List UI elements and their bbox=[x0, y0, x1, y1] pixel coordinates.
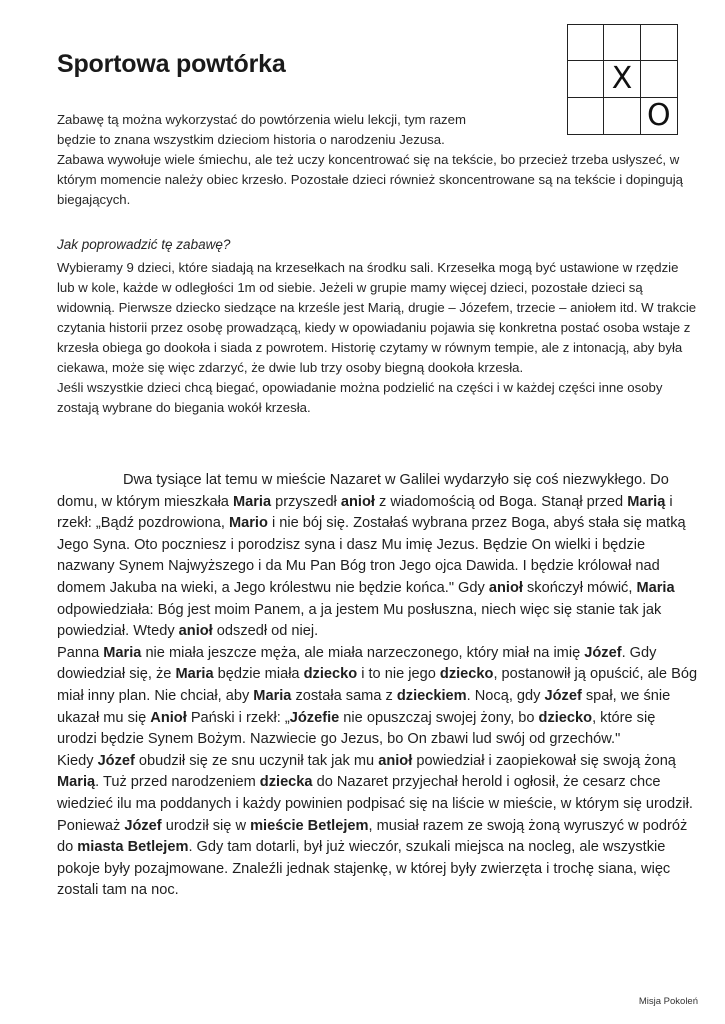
tic-tac-toe-cell bbox=[568, 25, 604, 61]
tic-tac-toe-o-mark: O bbox=[647, 97, 671, 133]
story-text: i nie bój się. Zostałaś wybrana przez Boga, abyś stała się matką Jego Syna. Oto poczniesz i porodzisz syna i dasz Mu imię Jezus. Będzie On wielki i będzie nazwany Synem Najwyższego i da Mu Pan Bóg tron Jego ojca Dawida. I będzie królował nad domem Jakuba na wieki, a Jego królestwu nie będzie końca." Gdy bbox=[57, 515, 686, 596]
tic-tac-toe-cell bbox=[641, 61, 677, 97]
page-title: Sportowa powtórka bbox=[57, 50, 286, 78]
tic-tac-toe-cell bbox=[568, 61, 604, 97]
character-name: dziecko bbox=[439, 666, 494, 683]
howto-section bbox=[57, 258, 697, 418]
character-name: Maria bbox=[232, 493, 272, 510]
story-text: nie miała jeszcze męża, ale miała narzeczonego, który miał na imię bbox=[141, 644, 585, 661]
story-text: odpowiedziała: Bóg jest moim Panem, a ja jestem Mu posłuszna, niech więc się stanie tak jak powiedział. Wtedy bbox=[57, 601, 662, 640]
story-text: z wiadomością od Boga. Stanął przed bbox=[374, 493, 628, 510]
character-name: anioł bbox=[378, 752, 413, 769]
howto-paragraph: Wybieramy 9 dzieci, które siadają na krzesełkach na środku sali. Krzesełka mogą być ustawione w rzędzie lub w kole, każde w odległości 1m od siebie. Jeżeli w grupie mamy więcej dzieci, pozostałe dzieci są widownią. Pierwsze dziecko siedzące na krześle jest Marią, drugie – Józefem, trzecie – aniołem itd. W trakcie czytania historii przez osobę prowadzącą, kiedy w opowiadaniu pojawia się konkretna postać osoba wstaje z krzesła obiega go dookoła i siada z powrotem. Historię czytamy w równym tempie, ale z intonacją, aby była ciekawa, może się więc zdarzyć, że dwie lub trzy osoby biegną dookoła krzesła. bbox=[57, 260, 697, 375]
story-paragraph-3 bbox=[57, 751, 699, 902]
story-text: Pański i rzekł: „ bbox=[186, 709, 290, 726]
character-name: Maria bbox=[103, 644, 142, 661]
footer-credit: Misja Pokoleń bbox=[638, 996, 698, 1007]
story-text: powiedział i zaopiekował się swoją żoną bbox=[412, 752, 676, 769]
story-text: została sama z bbox=[291, 687, 397, 704]
story-text: , musiał razem ze swoją żoną wyruszyć w podróż do bbox=[57, 817, 688, 856]
story-text: obudził się ze snu uczynił tak jak mu bbox=[134, 752, 379, 769]
character-name: Anioł bbox=[150, 709, 187, 726]
tic-tac-toe-cell bbox=[604, 25, 640, 61]
story-text: . Nocą, gdy bbox=[466, 687, 545, 704]
character-name: anioł bbox=[178, 623, 213, 640]
character-name: anioł bbox=[340, 493, 375, 510]
intro-line: Zabawę tą można wykorzystać do powtórzenia wielu lekcji, tym razem bbox=[57, 112, 466, 127]
story-text: odszedł od niej. bbox=[212, 623, 319, 640]
tic-tac-toe-x-mark: X bbox=[604, 61, 640, 97]
tic-tac-toe-cell bbox=[641, 25, 677, 61]
character-name: Marią bbox=[627, 493, 666, 510]
story-text: będzie miała bbox=[213, 666, 304, 683]
story-text: przyszedł bbox=[271, 493, 341, 510]
character-name: Józef bbox=[124, 817, 162, 834]
story-paragraph-1 bbox=[57, 470, 699, 643]
character-name: Maria bbox=[636, 579, 675, 596]
character-name: mieście Betlejem bbox=[250, 817, 369, 834]
character-name: Józefie bbox=[289, 709, 340, 726]
story-text: i to nie jego bbox=[357, 666, 440, 683]
character-name: dzieckiem bbox=[396, 687, 467, 704]
character-name: dziecka bbox=[259, 774, 313, 791]
intro-line: będzie to znana wszystkim dzieciom historia o narodzeniu Jezusa. bbox=[57, 132, 445, 147]
character-name: Józef bbox=[97, 752, 135, 769]
story-text: . Gdy dowiedział się, że bbox=[57, 644, 657, 683]
howto-paragraph-2: Jeśli wszystkie dzieci chcą biegać, opowiadanie można podzielić na części i w każdej części inne osoby zostają wybrane do biegania wokół krzesła. bbox=[57, 380, 663, 415]
tic-tac-toe-cell bbox=[604, 98, 640, 134]
character-name: Józef bbox=[544, 687, 582, 704]
character-name: dziecko bbox=[538, 709, 593, 726]
nativity-story bbox=[57, 470, 699, 902]
story-text: do Nazaret przyjechał herold i ogłosił, że cesarz chce wiedzieć ilu ma poddanych i każdy powinien podpisać się na liście w mieście, w którym się urodził. Ponieważ bbox=[57, 774, 693, 834]
character-name: Józef bbox=[584, 644, 622, 661]
intro-text-continued bbox=[57, 150, 697, 210]
story-text: i rzekł: „Bądź pozdrowiona, bbox=[57, 493, 673, 532]
story-text: . Gdy tam dotarli, był już wieczór, szukali miejsca na nocleg, ale wszystkie pokoje były pozajmowane. Znaleźli jednak stajenkę, w której były zwierzęta i trochę siana, więc zostali tam na noc. bbox=[57, 839, 671, 899]
story-paragraph-2 bbox=[57, 643, 699, 751]
tic-tac-toe-illustration bbox=[567, 24, 678, 135]
character-name: Maria bbox=[253, 687, 292, 704]
howto-heading: Jak poprowadzić tę zabawę? bbox=[57, 237, 231, 252]
tic-tac-toe-cell bbox=[568, 98, 604, 134]
story-text: Panna bbox=[57, 644, 104, 661]
story-text: skończył mówić, bbox=[522, 579, 637, 596]
story-text: , postanowił ją opuścić, ale Bóg miał inny plan. Nie chciał, aby bbox=[57, 666, 698, 704]
story-text: Kiedy bbox=[57, 752, 98, 769]
story-text: . Tuż przed narodzeniem bbox=[95, 774, 260, 791]
intro-text bbox=[57, 110, 562, 150]
character-name: Maria bbox=[175, 666, 214, 683]
story-text: spał, we śnie ukazał mu się bbox=[57, 687, 671, 726]
character-name: Marią bbox=[57, 774, 96, 791]
intro-paragraph: Zabawa wywołuje wiele śmiechu, ale też uczy koncentrować się na tekście, bo przecież trzeba usłyszeć, w którym momencie należy obiec krzesło. Pozostałe dzieci również skoncentrowane są na tekście i dopingują biegających. bbox=[57, 152, 683, 207]
story-text: Dwa tysiące lat temu w mieście Nazaret w Galilei wydarzyło się coś niezwykłego. Do domu, w którym mieszkała bbox=[57, 472, 669, 510]
story-text: nie opuszczaj swojej żony, bo bbox=[339, 709, 539, 726]
character-name: miasta Betlejem bbox=[77, 839, 189, 856]
story-text: , które się urodzi będzie Synem Bożym. Nazwiecie go Jezus, bo On zbawi lud swój od grzechów." bbox=[57, 709, 656, 748]
story-text: urodził się w bbox=[161, 817, 251, 834]
character-name: dziecko bbox=[303, 666, 358, 683]
character-name: Mario bbox=[228, 515, 268, 532]
character-name: anioł bbox=[488, 579, 523, 596]
